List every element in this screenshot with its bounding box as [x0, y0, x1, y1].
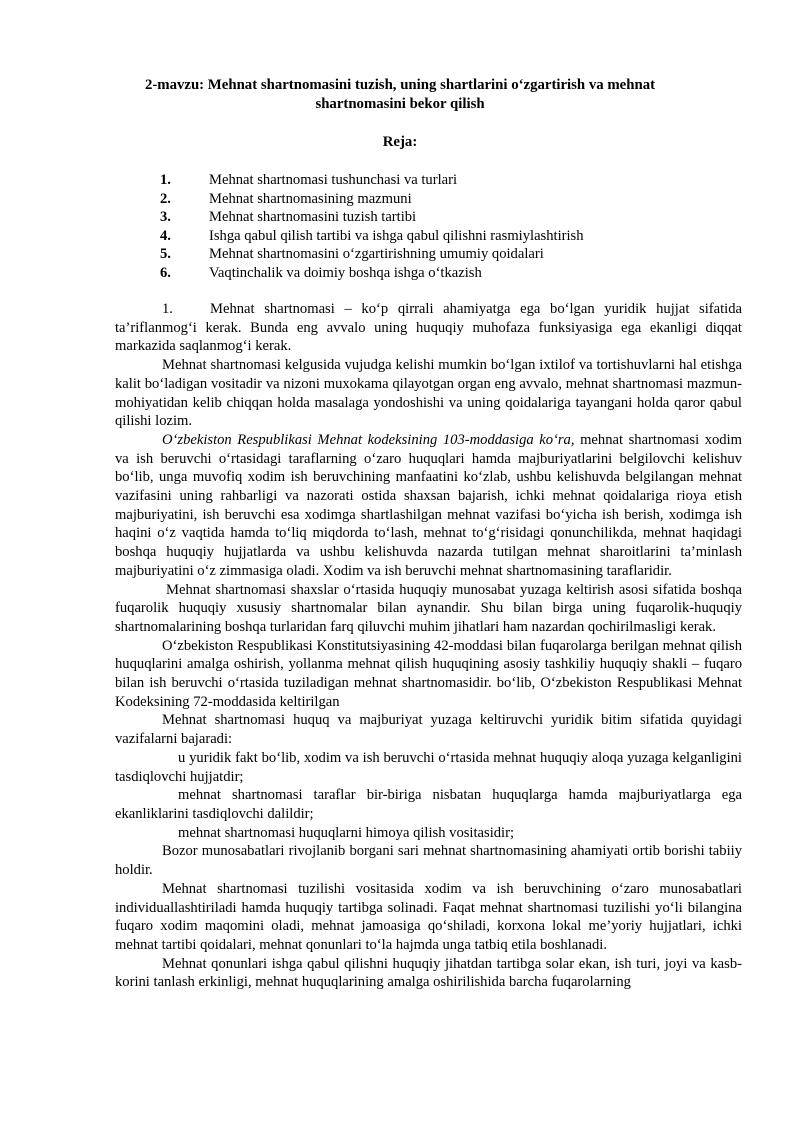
paragraph-2: Mehnat shartnomasi kelgusida vujudga kelishi mumkin bo‘lgan ixtilof va tortishuvlarni hal etishga kalit bo‘ladigan vositadir va nizoni muxokama qilayotgan organ eng avvalo, mehnat shartnomasi mazmun-mohiyatidan kelib chiqqan holda masalaga yondoshishi va uning qoidalariga tayangani holda qaror qabul qilishi lozim. — [115, 357, 742, 430]
paragraph-1 — [115, 300, 742, 356]
list-entry-protection: mehnat shartnomasi huquqlarni himoya qilish vositasidir; — [178, 824, 515, 841]
list-entry-evidence: mehnat shartnomasi taraflar bir-biriga nisbatan huquqlarga hamda majburiyatlarga ega ekanliklarini tasdiqlovchi dalildir; — [115, 787, 742, 822]
paragraph-3 — [115, 431, 742, 581]
paragraph-12: Mehnat qonunlari ishga qabul qilishni huquqiy jihatdan tartibga solar ekan, ish turi, joyi va kasb-korini tanlash erkinligi, mehnat huquqlarining amalga oshirilishida barcha fuqarolarning — [115, 955, 742, 991]
plan-item — [160, 245, 584, 264]
plan-item — [160, 190, 584, 209]
document-title: 2-mavzu: Mehnat shartnomasini tuzish, uning shartlarini o‘zgartirish va mehnat shartnomasini bekor qilish — [144, 77, 656, 112]
paragraph-text: mehnat shartnomasi xodim va ish beruvchi o‘rtasidagi taraflarning o‘zaro huquqlari hamda majburiyatlarini belgilovchi kelishuv bo‘lib, unga muvofiq xodim ish beruvchining manfaatini ko‘zlab, ushbu kelishuvda belgilangan mehnat vazifasini uning rahbarligi va nazorati ostida shaxsan bajarish, ichki mehnat qoidalariga rioya etish majburiyatini, ish beruvchi esa xodimga shartlashilgan mehnat vazifasi bo‘yicha ish berish, xodimga ish haqini o‘z vaqtida hamda to‘liq miqdorda to‘lash, mehnat to‘g‘risidagi qonunchilikda, mehnat haqidagi boshqa huquqiy hujjatlarda va ushbu kelishuvda nazarda tutilgan mehnat sharoitlarini ta’minlash majburiyatini o‘z zimmasiga oladi. Xodim va ish beruvchi mehnat shartnomasining taraflaridir. — [115, 431, 742, 579]
plan-item-text: Mehnat shartnomasi tushunchasi va turlari — [209, 172, 458, 188]
plan-item-number: 4. — [160, 227, 171, 244]
plan-item-number: 2. — [160, 190, 171, 207]
plan-item-text: Mehnat shartnomasini o‘zgartirishning umumiy qoidalari — [209, 246, 544, 263]
paragraph-6: Mehnat shartnomasi huquq va majburiyat yuzaga keltiruvchi yuridik bitim sifatida quyidagi vazifalarni bajaradi: — [115, 712, 742, 748]
plan-item — [160, 208, 584, 227]
law-reference: O‘zbekiston Respublikasi Mehnat kodeksining 103-moddasiga ko‘ra, — [162, 431, 575, 448]
plan-heading: Reja: — [382, 134, 418, 150]
paragraph-text: Mehnat shartnomasi – ko‘p qirrali ahamiyatga ega bo‘lgan yuridik hujjat sifatida ta’riflanmog‘i kerak. Bunda eng avvalo uning huquqiy muhofaza funksiyasiga ega ekanligi diqqat markazida saqlanmog‘i kerak. — [115, 301, 742, 355]
plan-item-text: Mehnat shartnomasining mazmuni — [209, 190, 412, 207]
plan-list — [160, 171, 584, 283]
plan-item-number: 5. — [160, 246, 171, 263]
plan-item-number: 3. — [160, 209, 171, 226]
plan-item-text: Mehnat shartnomasini tuzish tartibi — [209, 209, 417, 226]
plan-item-text: Vaqtinchalik va doimiy boshqa ishga o‘tkazish — [209, 264, 482, 281]
plan-item-number: 1. — [160, 172, 171, 188]
paragraph-5: O‘zbekiston Respublikasi Konstitutsiyasining 42-moddasi bilan fuqarolarga berilgan mehnat qilish huquqlarini amalga oshirish, yollanma mehnat qilish huquqining asosiy tashkiliy huquqiy shakli – fuqaro bilan ish beruvchi o‘rtasida tuziladigan mehnat shartnomasidir. bo‘lib, O‘zbekiston Respublikasi Mehnat Kodeksining 72-moddasida keltirilgan — [115, 637, 742, 710]
paragraph-11: Mehnat shartnomasi tuzilishi vositasida xodim va ish beruvchining o‘zaro munosabatlari individuallashtiriladi hamda huquqiy tartibga solinadi. Faqat mehnat shartnomasi tuzilishi yo‘li bilangina fuqaro xodim maqomini oladi, mehnat jamoasiga qo‘shiladi, korxona lokal me’yoriy hujjatlari, ichki mehnat tartibi qoidalari, mehnat qonunlari to‘la hajmda unga tatbiq etila boshlanadi. — [115, 880, 742, 953]
paragraph-number: 1. — [162, 301, 173, 317]
plan-item-number: 6. — [160, 264, 171, 281]
plan-item — [160, 264, 584, 283]
list-entry-legal-fact: u yuridik fakt bo‘lib, xodim va ish beruvchi o‘rtasida mehnat huquqiy aloqa yuzaga kelganligini tasdiqlovchi hujjatdir; — [115, 749, 742, 785]
document-body — [115, 300, 742, 992]
paragraph-10: Bozor munosabatlari rivojlanib borgani sari mehnat shartnomasining ahamiyati ortib borishi tabiiy holdir. — [115, 843, 742, 879]
plan-item-text: Ishga qabul qilish tartibi va ishga qabul qilishni rasmiylashtirish — [209, 227, 584, 244]
plan-item — [160, 171, 584, 190]
plan-item — [160, 227, 584, 246]
paragraph-4: Mehnat shartnomasi shaxslar o‘rtasida huquqiy munosabat yuzaga keltirish asosi sifatida boshqa fuqarolik huquqiy xususiy shartnomalar bilan aynandir. Shu bilan birga uning fuqarolik-huquqiy shartnomalarining boshqa turlaridan farq qiluvchi muhim jihatlari ham nazardan qochirilmasligi kerak. — [115, 581, 742, 635]
